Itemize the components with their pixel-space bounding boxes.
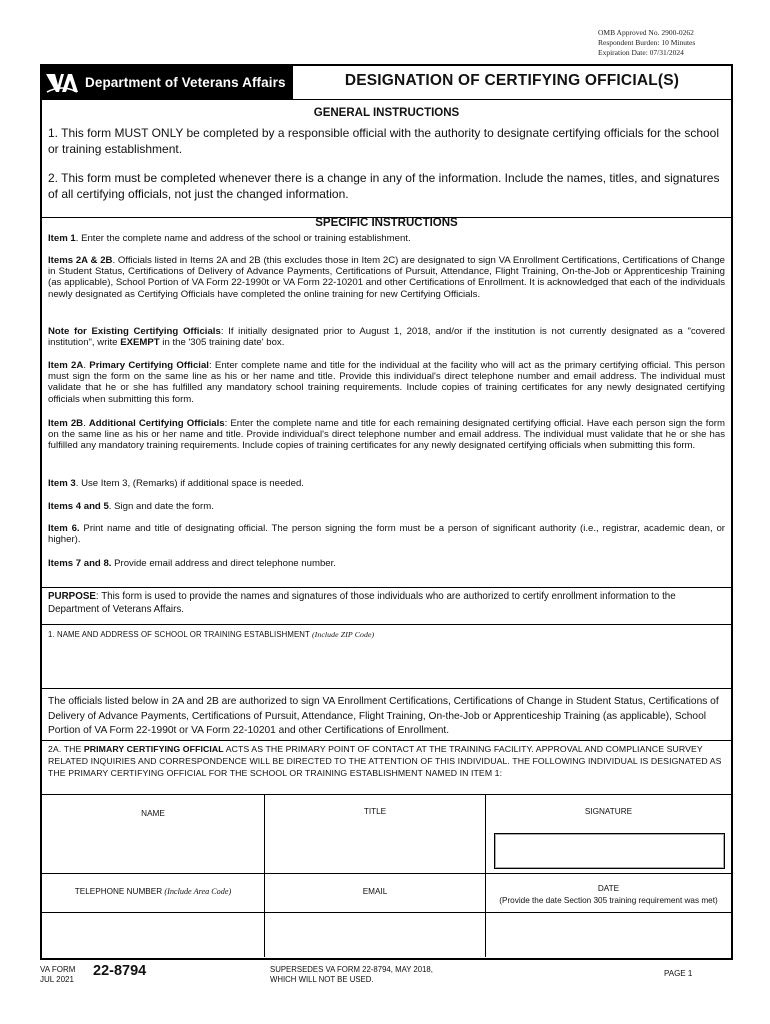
item-label: Item 2B [48, 418, 84, 429]
primary-certifying-official-section [42, 740, 731, 794]
name-column-header: NAME [141, 809, 165, 818]
item-label: Note for Existing Certifying Officials [48, 326, 221, 337]
primary-bold: PRIMARY CERTIFYING OFFICIAL [83, 744, 224, 754]
general-instruction-2: 2. This form must be completed whenever there is a change in any of the information. Include the names, titles, and signatures of all certifying officials, not just the changed information. [48, 171, 720, 201]
item-label: Items 2A & 2B [48, 255, 113, 266]
item-text: : If initially designated prior to August 1, 2018, and/or if the institution is not currently designated as a "covered institution", write [48, 326, 726, 349]
instruction-items-4-5 [48, 501, 725, 512]
footer-form-number: 22-8794 [93, 963, 147, 979]
instruction-item-2b: Item 2B. Additional Certifying Officials: Enter the complete name and title for each remaining designated certifying official. Have each person sign the form on the same line as his or her name and title. Provide individual's direct telephone number and email address. The individual must validate that he or she has fulfilled any mandatory training requirements. Include copies of training certificates for any newly designated certifying officials when submitting this form. [48, 418, 725, 452]
va-seal-icon [45, 71, 79, 95]
primary-official-table [42, 794, 731, 959]
table-divider [42, 873, 731, 874]
purpose-label: PURPOSE [48, 591, 96, 602]
date-label: DATE [597, 884, 620, 893]
authorized-officials-text: The officials listed below in 2A and 2B are authorized to sign VA Enrollment Certifications, Certifications of Change in Student Status, Certifications of Delivery of Advance Payments, Certifications of Pursuit, Attendance, Flight Training, On-the-Job or Apprenticeship Training (as applicable), School Portion of VA Form 22-1990t or VA Form 22-10201 and other Certifications of Enrollment. [48, 696, 719, 736]
date-column-header [486, 883, 731, 907]
item-label: Item 2A [48, 360, 84, 371]
item-sublabel: Primary Certifying Official [89, 360, 209, 371]
supersedes-line-2: WHICH WILL NOT BE USED. [270, 975, 374, 984]
item-text: : Enter complete name and title for the individual at the facility who will act as the primary certifying official. This person must sign the form on the same line as his or her name and title. Provide this individual's direct telephone number and email address. The individual must validate that he or she has fulfilled any mandatory school training requirements. Include copies of training certificates for any newly designated certifying officials when submitting this form. [48, 360, 725, 405]
email-column-header: EMAIL [362, 887, 388, 896]
name-field[interactable] [42, 825, 264, 873]
form-header [42, 66, 731, 100]
item-label: Item 3 [48, 478, 76, 489]
primary-text: ACTS AS THE PRIMARY POINT OF CONTACT AT THE TRAINING FACILITY. APPROVAL AND COMPLIANCE SURVEY RELATED INQUIRIES AND CORRESPONDENCE WILL BE DIRECTED TO THE ATTENTION OF THIS INDIVIDUAL. THE FOLLOWING INDIVIDUAL IS DESIGNATED AS THE PRIMARY CERTIFYING OFFICIAL FOR THE SCHOOL OR TRAINING ESTABLISHMENT NAMED IN ITEM 1: [48, 744, 722, 779]
item-text: . Sign and date the form. [108, 501, 214, 512]
item-text: . Use Item 3, (Remarks) if additional space is needed. [75, 478, 304, 489]
instruction-items-7-8 [48, 558, 725, 569]
authorized-officials-statement [42, 688, 731, 741]
phone-hint: (Include Area Code) [164, 887, 232, 896]
omb-info [598, 28, 695, 58]
item-text: . Officials listed in Items 2A and 2B (this excludes those in Item 2C) are designated to sign VA Enrollment Certifications, Certifications of Change in Student Status, Certifications of Delivery of Advance Payments, Certifications of Pursuit, Attendance, Flight Training, On-the-Job or Apprenticeship Training (as applicable), School Portion of VA Form 22-1990t or VA Form 22-10201 and other Certifications of Enrollment. It is acknowledged that each of the individuals newly designated as Certifying Officials have completed the online training for new Certifying Officials. [48, 255, 725, 300]
primary-prefix: 2A. THE [48, 744, 84, 754]
instruction-item-3 [48, 478, 725, 489]
school-name-address-field[interactable] [42, 624, 731, 689]
form-title: DESIGNATION OF CERTIFYING OFFICIAL(S) [344, 72, 680, 89]
omb-expiration: Expiration Date: 07/31/2024 [598, 48, 684, 57]
item-text: Provide email address and direct telephone number. [111, 558, 336, 569]
item-label: Item 1 [48, 233, 76, 244]
primary-certifying-official-text [48, 743, 725, 780]
instruction-note-existing [48, 326, 725, 348]
supersedes-line-1: SUPERSEDES VA FORM 22-8794, MAY 2018, [270, 965, 433, 974]
omb-burden: Respondent Burden: 10 Minutes [598, 38, 696, 47]
field-hint: (Include ZIP Code) [311, 630, 375, 639]
form-footer [0, 960, 770, 1024]
instruction-items-2a-2b [48, 255, 725, 300]
omb-number: OMB Approved No. 2900-0262 [598, 28, 694, 37]
footer-va-form: VA FORM [40, 965, 76, 974]
phone-column-header [42, 887, 264, 896]
agency-name: Department of Veterans Affairs [85, 75, 286, 90]
specific-instructions-heading: SPECIFIC INSTRUCTIONS [315, 217, 458, 229]
date-field[interactable] [486, 913, 731, 957]
form-page [40, 64, 733, 960]
footer-form-date: JUL 2021 [40, 975, 74, 984]
date-hint: (Provide the date Section 305 training requirement was met) [499, 896, 718, 905]
footer-supersedes [270, 965, 433, 985]
instruction-item-2a: Item 2A. Primary Certifying Official: Enter complete name and title for the individual at the facility who will act as the primary certifying official. This person must sign the form on the same line as his or her name and title. Provide this individual's direct telephone number and email address. The individual must validate that he or she has fulfilled any mandatory school training requirements. Include copies of training certificates for any newly designated certifying officials when submitting this form. [48, 360, 725, 405]
general-instructions [42, 99, 731, 218]
phone-field[interactable] [42, 913, 264, 957]
general-instruction-1: 1. This form MUST ONLY be completed by a responsible official with the authority to designate certifying officials for the school or training establishment. [48, 126, 720, 156]
specific-instructions [42, 217, 731, 588]
footer-form-label [40, 965, 75, 985]
instruction-item-6 [48, 523, 725, 545]
exempt-word: EXEMPT [120, 337, 160, 349]
field-label: 1. NAME AND ADDRESS OF SCHOOL OR TRAINING ESTABLISHMENT [48, 630, 312, 639]
phone-label: TELEPHONE NUMBER [74, 887, 165, 896]
purpose-section [42, 587, 731, 625]
school-name-address-label [48, 630, 374, 639]
purpose-text: : This form is used to provide the names and signatures of those individuals who are authorized to certify enrollment information to the Department of Veterans Affairs. [48, 591, 676, 615]
signature-column-header: SIGNATURE [584, 807, 633, 816]
item-label: Item 6. [48, 523, 80, 534]
general-instructions-heading: GENERAL INSTRUCTIONS [313, 107, 460, 119]
title-field[interactable] [265, 825, 485, 873]
item-sublabel: Additional Certifying Officials [88, 418, 225, 429]
item-label: Items 7 and 8. [48, 558, 112, 569]
instruction-item-1 [48, 233, 725, 244]
email-field[interactable] [265, 913, 485, 957]
title-column-header: TITLE [363, 807, 387, 816]
item-text: Print name and title of designating official. The person signing the form must be a person of significant authority (i.e., registrar, academic dean, or higher). [48, 523, 725, 546]
purpose-statement [48, 590, 725, 616]
page-number: PAGE 1 [664, 969, 693, 978]
item-text: in the '305 training date' box. [159, 337, 285, 349]
signature-field[interactable] [494, 833, 725, 869]
item-text: . Enter the complete name and address of the school or training establishment. [75, 233, 411, 244]
item-label: Items 4 and 5 [48, 501, 109, 512]
va-logo [42, 66, 293, 99]
item-text: : Enter the complete name and title for each remaining designated certifying official. Have each person sign the form on the same line as his or her name and title. Provide individual's direct telephone number and email address. The individual must validate that he or she has fulfilled any mandatory training requirements. Include copies of training certificates for any newly designated certifying officials when submitting this form. [48, 418, 725, 452]
